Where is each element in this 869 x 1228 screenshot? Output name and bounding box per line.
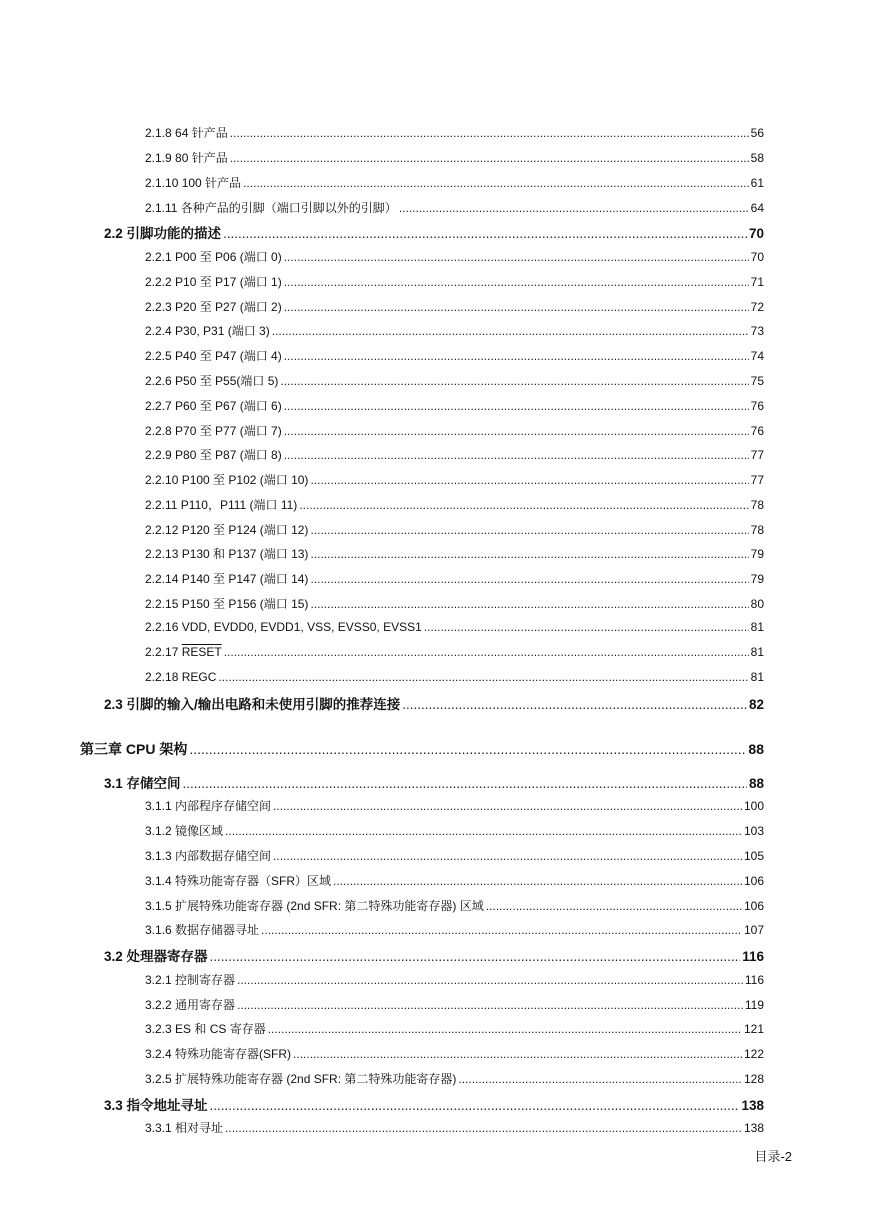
dot-leader — [237, 998, 743, 1012]
dot-leader — [310, 572, 748, 586]
toc-entry[interactable] — [145, 422, 764, 438]
dot-leader — [399, 201, 749, 215]
toc-entry-page-number: 58 — [750, 151, 764, 165]
toc-entry-page-number: 56 — [750, 126, 764, 140]
toc-entry-page-number: 82 — [748, 697, 764, 712]
toc-entry[interactable] — [145, 1119, 764, 1135]
toc-entry-title: 2.1.8 64 针产品 — [145, 126, 228, 140]
toc-entry-title: 2.2.5 P40 至 P47 (端口 4) — [145, 349, 282, 363]
toc-entry-page-number: 72 — [750, 300, 764, 314]
toc-entry-title: 3.2.5 扩展特殊功能寄存器 (2nd SFR: 第二特殊功能寄存器) — [145, 1072, 457, 1086]
toc-entry-page-number: 81 — [750, 670, 764, 684]
dot-leader — [284, 349, 749, 363]
dot-leader — [272, 324, 749, 338]
dot-leader — [243, 176, 749, 190]
toc-entry-title: 2.1.9 80 针产品 — [145, 151, 228, 165]
toc-entry[interactable] — [145, 897, 764, 913]
dot-leader — [310, 597, 748, 611]
toc-entry-page-number: 61 — [750, 176, 764, 190]
toc-entry[interactable] — [145, 921, 764, 937]
toc-entry-page-number: 79 — [750, 547, 764, 561]
toc-entry-page-number: 119 — [744, 998, 764, 1012]
toc-entry-page-number: 106 — [743, 899, 764, 913]
toc-entry-page-number: 80 — [750, 597, 764, 611]
toc-entry[interactable] — [145, 372, 764, 388]
toc-entry-page-number: 73 — [750, 324, 764, 338]
toc-entry-page-number: 70 — [750, 250, 764, 264]
toc-entry[interactable] — [145, 545, 764, 561]
toc-entry[interactable] — [145, 446, 764, 462]
toc-entry-page-number: 100 — [743, 799, 764, 813]
dot-leader — [402, 697, 747, 712]
toc-entry-title: 2.2.14 P140 至 P147 (端口 14) — [145, 572, 309, 586]
toc-entry[interactable] — [104, 945, 764, 963]
dot-leader — [189, 741, 746, 757]
dot-leader — [218, 670, 748, 684]
toc-entry[interactable] — [145, 822, 764, 838]
dot-leader — [299, 498, 748, 512]
toc-entry-page-number: 128 — [743, 1072, 764, 1086]
dot-leader — [284, 275, 749, 289]
dot-leader — [333, 874, 742, 888]
toc-entry-page-number: 106 — [743, 874, 764, 888]
toc-entry[interactable] — [104, 772, 764, 790]
toc-entry[interactable] — [145, 1045, 764, 1061]
toc-entry-title: 3.1.6 数据存储器寻址 — [145, 923, 260, 937]
dot-leader — [310, 523, 748, 537]
toc-entry-title: 2.2 引脚功能的描述 — [104, 226, 222, 241]
toc-entry-title: 3.1.1 内部程序存储空间 — [145, 799, 272, 813]
toc-entry[interactable] — [145, 797, 764, 813]
toc-entry-title: 2.2.3 P20 至 P27 (端口 2) — [145, 300, 282, 314]
toc-entry-title: 2.2.8 P70 至 P77 (端口 7) — [145, 424, 282, 438]
toc-entry-title: 2.2.12 P120 至 P124 (端口 12) — [145, 523, 309, 537]
toc-entry-title: 2.2.2 P10 至 P17 (端口 1) — [145, 275, 282, 289]
toc-entry-page-number: 76 — [750, 424, 764, 438]
toc-entry[interactable] — [145, 322, 764, 338]
toc-entry-page-number: 77 — [750, 473, 764, 487]
dot-leader — [225, 824, 742, 838]
toc-entry-page-number: 81 — [750, 645, 764, 659]
toc-entry[interactable] — [145, 496, 764, 512]
toc-entry[interactable] — [145, 971, 764, 987]
toc-entry-title: 2.2.16 VDD, EVDD0, EVDD1, VSS, EVSS0, EVSS1 — [145, 620, 422, 634]
toc-entry[interactable] — [80, 739, 764, 757]
toc-entry[interactable] — [145, 1020, 764, 1036]
dot-leader — [458, 1072, 742, 1086]
dot-leader — [230, 126, 749, 140]
toc-entry-page-number: 138 — [741, 1098, 764, 1113]
toc-entry[interactable] — [104, 222, 764, 240]
dot-leader — [284, 424, 749, 438]
dot-leader — [284, 250, 749, 264]
toc-entry-page-number: 64 — [750, 201, 764, 215]
toc-entry-page-number: 88 — [748, 741, 764, 757]
toc-entry[interactable] — [104, 693, 764, 711]
toc-entry[interactable] — [145, 521, 764, 537]
toc-entry-page-number: 105 — [743, 849, 764, 863]
toc-entry[interactable] — [145, 397, 764, 413]
dot-leader — [225, 1121, 742, 1135]
toc-entry-title: 3.1.3 内部数据存储空间 — [145, 849, 272, 863]
toc-entry-title: 2.1.10 100 针产品 — [145, 176, 242, 190]
toc-entry[interactable] — [145, 124, 764, 140]
toc-entry-page-number: 70 — [748, 226, 764, 241]
dot-leader — [183, 776, 747, 791]
toc-entry-page-number: 78 — [750, 498, 764, 512]
dot-leader — [210, 1098, 740, 1113]
toc-entry[interactable] — [104, 1094, 764, 1112]
dot-leader — [223, 226, 747, 241]
toc-entry-title: 2.2.13 P130 和 P137 (端口 13) — [145, 547, 309, 561]
dot-leader — [230, 151, 749, 165]
toc-entry-page-number: 116 — [744, 973, 764, 987]
toc-entry[interactable] — [145, 273, 764, 289]
toc-entry-title: 2.2.17 RESET — [145, 645, 222, 659]
dot-leader — [273, 799, 742, 813]
dot-leader — [273, 849, 742, 863]
toc-entry-page-number: 121 — [743, 1022, 764, 1036]
dot-leader — [486, 899, 742, 913]
toc-entry-page-number: 81 — [750, 620, 764, 634]
toc-entry[interactable] — [145, 620, 764, 636]
toc-entry-page-number: 138 — [743, 1121, 764, 1135]
toc-entry-title: 2.2.10 P100 至 P102 (端口 10) — [145, 473, 309, 487]
toc-entry[interactable] — [145, 298, 764, 314]
toc-entry-overline-title: RESET — [181, 645, 222, 659]
dot-leader — [310, 473, 748, 487]
toc-entry-title: 3.2.3 ES 和 CS 寄存器 — [145, 1022, 266, 1036]
toc-entry[interactable] — [145, 174, 764, 190]
dot-leader — [284, 448, 749, 462]
toc-entry-title: 3.2.4 特殊功能寄存器(SFR) — [145, 1047, 292, 1061]
dot-leader — [284, 399, 749, 413]
toc-entry-title: 第三章 CPU 架构 — [80, 741, 188, 757]
page-footer-number: 目录-2 — [754, 1149, 792, 1164]
toc-entry-page-number: 116 — [742, 949, 764, 964]
toc-entry[interactable] — [145, 1070, 764, 1086]
dot-leader — [293, 1047, 742, 1061]
toc-entry-page-number: 74 — [750, 349, 764, 363]
toc-entry-title: 2.2.7 P60 至 P67 (端口 6) — [145, 399, 282, 413]
toc-entry-title: 3.2 处理器寄存器 — [104, 949, 208, 964]
toc-entry-title: 3.1 存储空间 — [104, 776, 181, 791]
toc-entry-title: 2.2.15 P150 至 P156 (端口 15) — [145, 597, 309, 611]
toc-entry-title: 2.3 引脚的输入/输出电路和未使用引脚的推荐连接 — [104, 697, 401, 712]
dot-leader — [261, 923, 742, 937]
toc-entry[interactable] — [145, 149, 764, 165]
toc-entry-title: 3.2.1 控制寄存器 — [145, 973, 236, 987]
toc-entry-title: 3.3 指令地址寻址 — [104, 1098, 208, 1113]
toc-entry-title: 2.2.1 P00 至 P06 (端口 0) — [145, 250, 282, 264]
toc-entry-title: 2.2.6 P50 至 P55(端口 5) — [145, 374, 279, 388]
toc-entry-title: 3.3.1 相对寻址 — [145, 1121, 224, 1135]
dot-leader — [237, 973, 743, 987]
toc-entry[interactable] — [145, 847, 764, 863]
dot-leader — [268, 1022, 742, 1036]
toc-entry-page-number: 75 — [750, 374, 764, 388]
toc-entry-title: 3.1.5 扩展特殊功能寄存器 (2nd SFR: 第二特殊功能寄存器) 区域 — [145, 899, 484, 913]
toc-entry[interactable] — [145, 996, 764, 1012]
toc-entry-page-number: 76 — [750, 399, 764, 413]
toc-entry-page-number: 79 — [750, 572, 764, 586]
toc-entry-page-number: 122 — [743, 1047, 764, 1061]
dot-leader — [280, 374, 748, 388]
dot-leader — [284, 300, 749, 314]
toc-entry-title: 2.2.18 REGC — [145, 670, 217, 684]
toc-entry-title: 2.2.9 P80 至 P87 (端口 8) — [145, 448, 282, 462]
toc-entry-page-number: 107 — [743, 923, 764, 937]
toc-entry-title: 2.2.11 P110，P111 (端口 11) — [145, 498, 298, 512]
toc-entry[interactable] — [145, 248, 764, 264]
toc-entry-title: 3.2.2 通用寄存器 — [145, 998, 236, 1012]
dot-leader — [310, 547, 748, 561]
toc-entry-page-number: 77 — [750, 448, 764, 462]
toc-entry[interactable] — [145, 347, 764, 363]
toc-entry[interactable] — [145, 471, 764, 487]
toc-entry-page-number: 103 — [743, 824, 764, 838]
toc-entry-title: 3.1.2 镜像区域 — [145, 824, 224, 838]
toc-entry[interactable] — [145, 595, 764, 611]
toc-entry[interactable] — [145, 570, 764, 586]
toc-entry[interactable] — [145, 199, 764, 215]
toc-entry[interactable] — [145, 670, 764, 686]
dot-leader — [210, 949, 741, 964]
toc-entry-title: 2.2.4 P30, P31 (端口 3) — [145, 324, 270, 338]
dot-leader — [424, 620, 749, 634]
toc-entry[interactable] — [145, 872, 764, 888]
toc-entry-title: 3.1.4 特殊功能寄存器（SFR）区域 — [145, 874, 332, 888]
toc-entry-title: 2.1.11 各种产品的引脚（端口引脚以外的引脚） — [145, 201, 397, 215]
toc-entry[interactable] — [145, 645, 764, 661]
toc-entry-page-number: 71 — [750, 275, 764, 289]
toc-entry-page-number: 78 — [750, 523, 764, 537]
dot-leader — [224, 645, 749, 659]
toc-entry-page-number: 88 — [748, 776, 764, 791]
